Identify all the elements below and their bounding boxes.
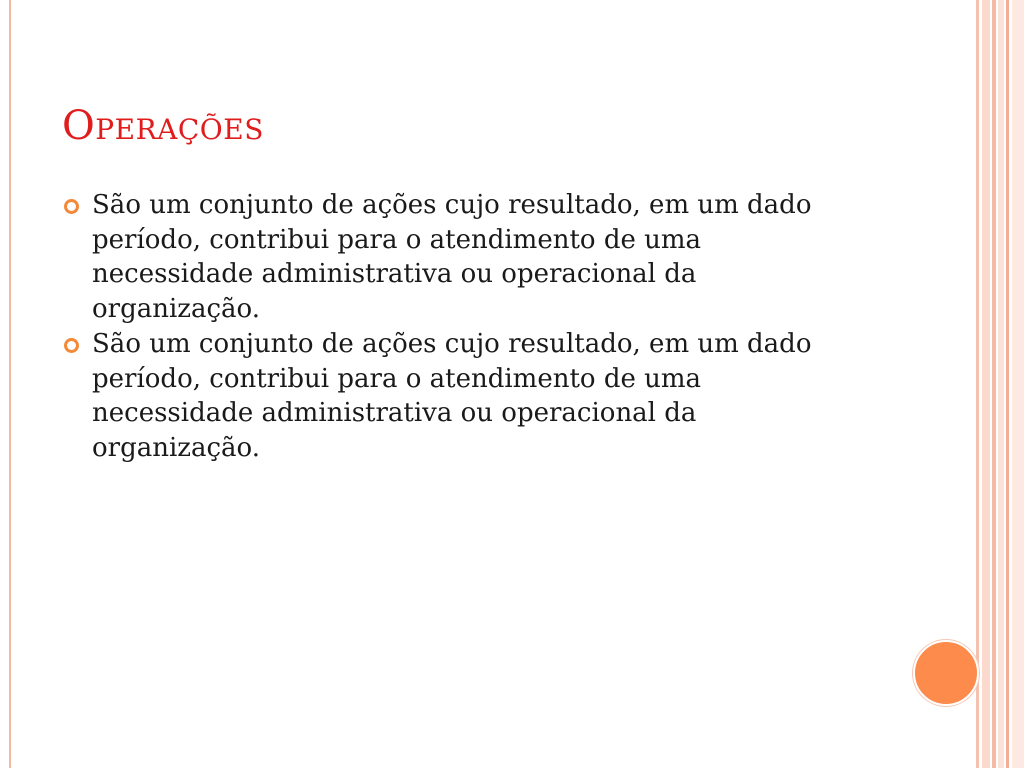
slide-title: Operações <box>62 103 264 149</box>
bullet-text: São um conjunto de ações cujo resultado, em um dado período, contribui para o atendimento de uma necessidade administrativa ou operacional da organização. <box>92 329 812 463</box>
stripe <box>976 0 979 768</box>
bullet-text: São um conjunto de ações cujo resultado, em um dado período, contribui para o atendimento de uma necessidade administrativa ou operacional da organização. <box>92 190 812 324</box>
bullet-ring-icon <box>64 338 79 353</box>
stripe <box>1012 0 1024 768</box>
stripe <box>982 0 990 768</box>
accent-circle-decoration <box>913 640 979 706</box>
bullet-item <box>62 327 862 465</box>
stripe <box>998 0 1004 768</box>
right-decorative-stripes <box>976 0 1024 768</box>
stripe <box>1006 0 1009 768</box>
bullet-ring-icon <box>64 199 79 214</box>
bullet-list <box>62 188 862 466</box>
stripe <box>992 0 996 768</box>
left-border-rule <box>9 0 11 768</box>
bullet-item <box>62 188 862 326</box>
